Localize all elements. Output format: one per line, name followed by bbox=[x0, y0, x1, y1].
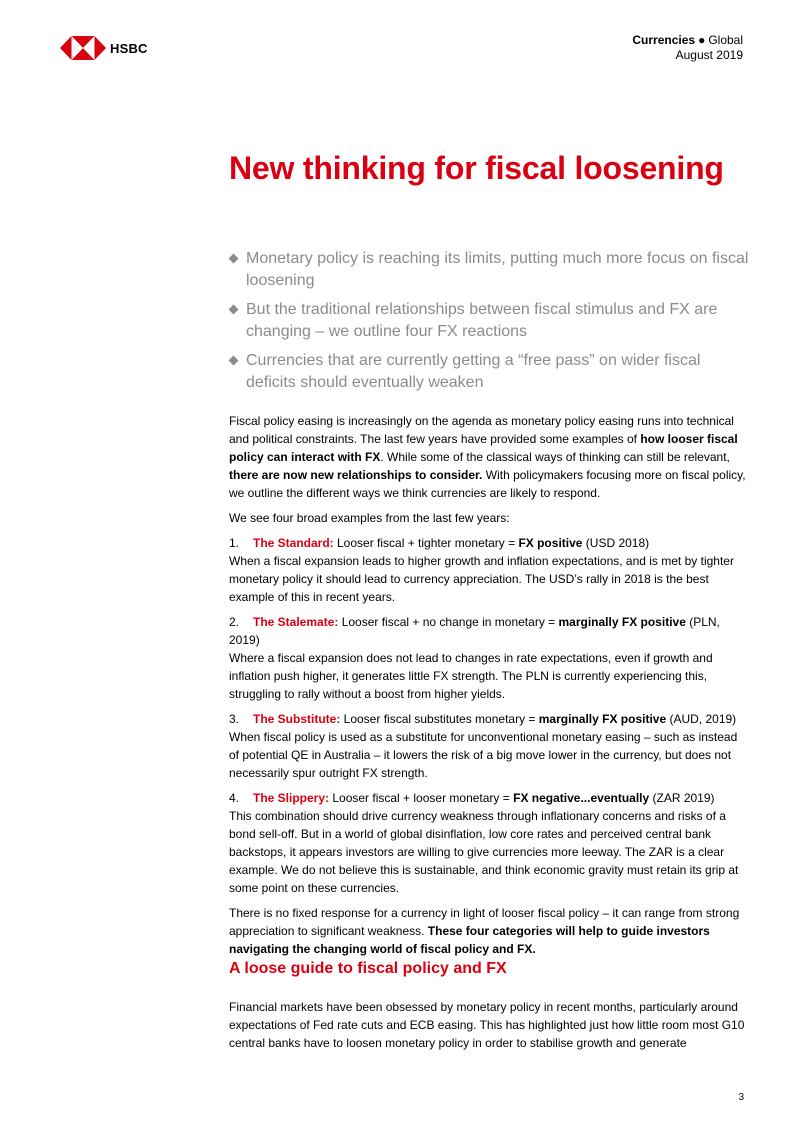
report-category bbox=[632, 33, 743, 48]
category-paragraph bbox=[229, 613, 749, 703]
report-section: Currencies bbox=[632, 33, 696, 47]
article-body bbox=[229, 412, 749, 965]
highlight-text: But the traditional relationships between fiscal stimulus and FX are changing – we outline four FX reactions bbox=[246, 301, 718, 340]
category-name: The Substitute: bbox=[253, 712, 341, 726]
category-number: 1. bbox=[229, 536, 240, 550]
conclusion-emphasis: These four categories will help to guide investors navigating the changing world of fiscal policy and FX. bbox=[229, 924, 710, 956]
highlight-item bbox=[229, 299, 749, 343]
hsbc-logo bbox=[60, 36, 148, 60]
brand-name: HSBC bbox=[110, 40, 148, 56]
category-name: The Stalemate: bbox=[253, 615, 339, 629]
highlight-item bbox=[229, 248, 749, 292]
category-number: 3. bbox=[229, 712, 240, 726]
category-description: Where a fiscal expansion does not lead to changes in rate expectations, even if growth and inflation push higher, it generates little FX strength. The PLN is currently experiencing this, struggling to rally without a boost from higher yields. bbox=[229, 651, 713, 701]
diamond-bullet-icon bbox=[229, 254, 239, 264]
conclusion-text: There is no fixed response for a currency in light of looser fiscal policy – it can range from strong appreciation to significant weakness. bbox=[229, 906, 740, 938]
category-paragraph bbox=[229, 534, 749, 606]
category-formula: Looser fiscal substitutes monetary = bbox=[340, 712, 539, 726]
diamond-bullet-icon bbox=[229, 356, 239, 366]
key-highlights bbox=[229, 248, 749, 401]
intro-emphasis: how looser fiscal policy can interact with FX bbox=[229, 432, 738, 464]
conclusion-paragraph bbox=[229, 904, 749, 958]
intro-text: With policymakers focusing more on fiscal policy, we outline the different ways we think currencies are likely to respond. bbox=[229, 468, 746, 500]
section-body bbox=[229, 998, 749, 1052]
highlight-text: Currencies that are currently getting a “free pass” on wider fiscal deficits should eventually weaken bbox=[246, 352, 701, 391]
category-example: (USD 2018) bbox=[582, 536, 650, 550]
hsbc-hexagon-icon bbox=[60, 36, 106, 60]
report-header bbox=[632, 33, 743, 63]
bullet-separator: ● bbox=[698, 33, 706, 47]
category-description: When fiscal policy is used as a substitute for unconventional monetary easing – such as instead of potential QE in Australia – it lowers the risk of a big move lower in the currency, but does not necessarily spur outright FX strength. bbox=[229, 730, 738, 780]
intro-text: Fiscal policy easing is increasingly on the agenda as monetary policy easing runs into technical and political constraints. The last few years have provided some examples of bbox=[229, 414, 734, 446]
category-effect: marginally FX positive bbox=[558, 615, 686, 629]
category-description: When a fiscal expansion leads to higher growth and inflation expectations, and is met by tighter monetary policy it should lead to currency appreciation. The USD’s rally in 2018 is the best example of this in recent years. bbox=[229, 554, 734, 604]
category-name: The Standard: bbox=[253, 536, 334, 550]
diamond-bullet-icon bbox=[229, 305, 239, 315]
category-example: (AUD, 2019) bbox=[666, 712, 737, 726]
category-description: This combination should drive currency weakness through inflationary concerns and risks of a bond sell-off. But in a world of global disinflation, low core rates and perceived central bank backstops, it appears investors are willing to give currencies more leeway. The ZAR is a clear example. We do not believe this is sustainable, and think economic gravity must retain its grip at some point on these currencies. bbox=[229, 809, 739, 895]
category-example: (ZAR 2019) bbox=[649, 791, 715, 805]
category-name: The Slippery: bbox=[253, 791, 330, 805]
category-paragraph bbox=[229, 789, 749, 897]
category-example: (PLN, 2019) bbox=[229, 615, 720, 647]
report-region: Global bbox=[708, 33, 743, 47]
category-formula: Looser fiscal + no change in monetary = bbox=[338, 615, 559, 629]
category-formula: Looser fiscal + tighter monetary = bbox=[333, 536, 519, 550]
category-number: 2. bbox=[229, 615, 240, 629]
category-formula: Looser fiscal + looser monetary = bbox=[329, 791, 514, 805]
intro-lead: We see four broad examples from the last few years: bbox=[229, 511, 510, 525]
intro-paragraph bbox=[229, 412, 749, 502]
page-number: 3 bbox=[738, 1092, 744, 1103]
page-title: New thinking for fiscal loosening bbox=[229, 150, 724, 186]
category-effect: FX negative...eventually bbox=[513, 791, 650, 805]
intro-emphasis: there are now new relationships to consider. bbox=[229, 468, 483, 482]
intro-text: . While some of the classical ways of thinking can still be relevant, bbox=[380, 450, 730, 464]
category-effect: FX positive bbox=[518, 536, 583, 550]
section-paragraph: Financial markets have been obsessed by monetary policy in recent months, particularly around expectations of Fed rate cuts and ECB easing. This has highlighted just how little room most G10 central banks have to loosen monetary policy in order to stabilise growth and generate bbox=[229, 1000, 745, 1050]
report-date: August 2019 bbox=[675, 48, 743, 62]
highlight-text: Monetary policy is reaching its limits, putting much more focus on fiscal loosening bbox=[246, 250, 749, 289]
category-paragraph bbox=[229, 710, 749, 782]
section-heading: A loose guide to fiscal policy and FX bbox=[229, 960, 507, 977]
highlight-item bbox=[229, 350, 749, 394]
category-effect: marginally FX positive bbox=[538, 712, 667, 726]
category-number: 4. bbox=[229, 791, 240, 805]
